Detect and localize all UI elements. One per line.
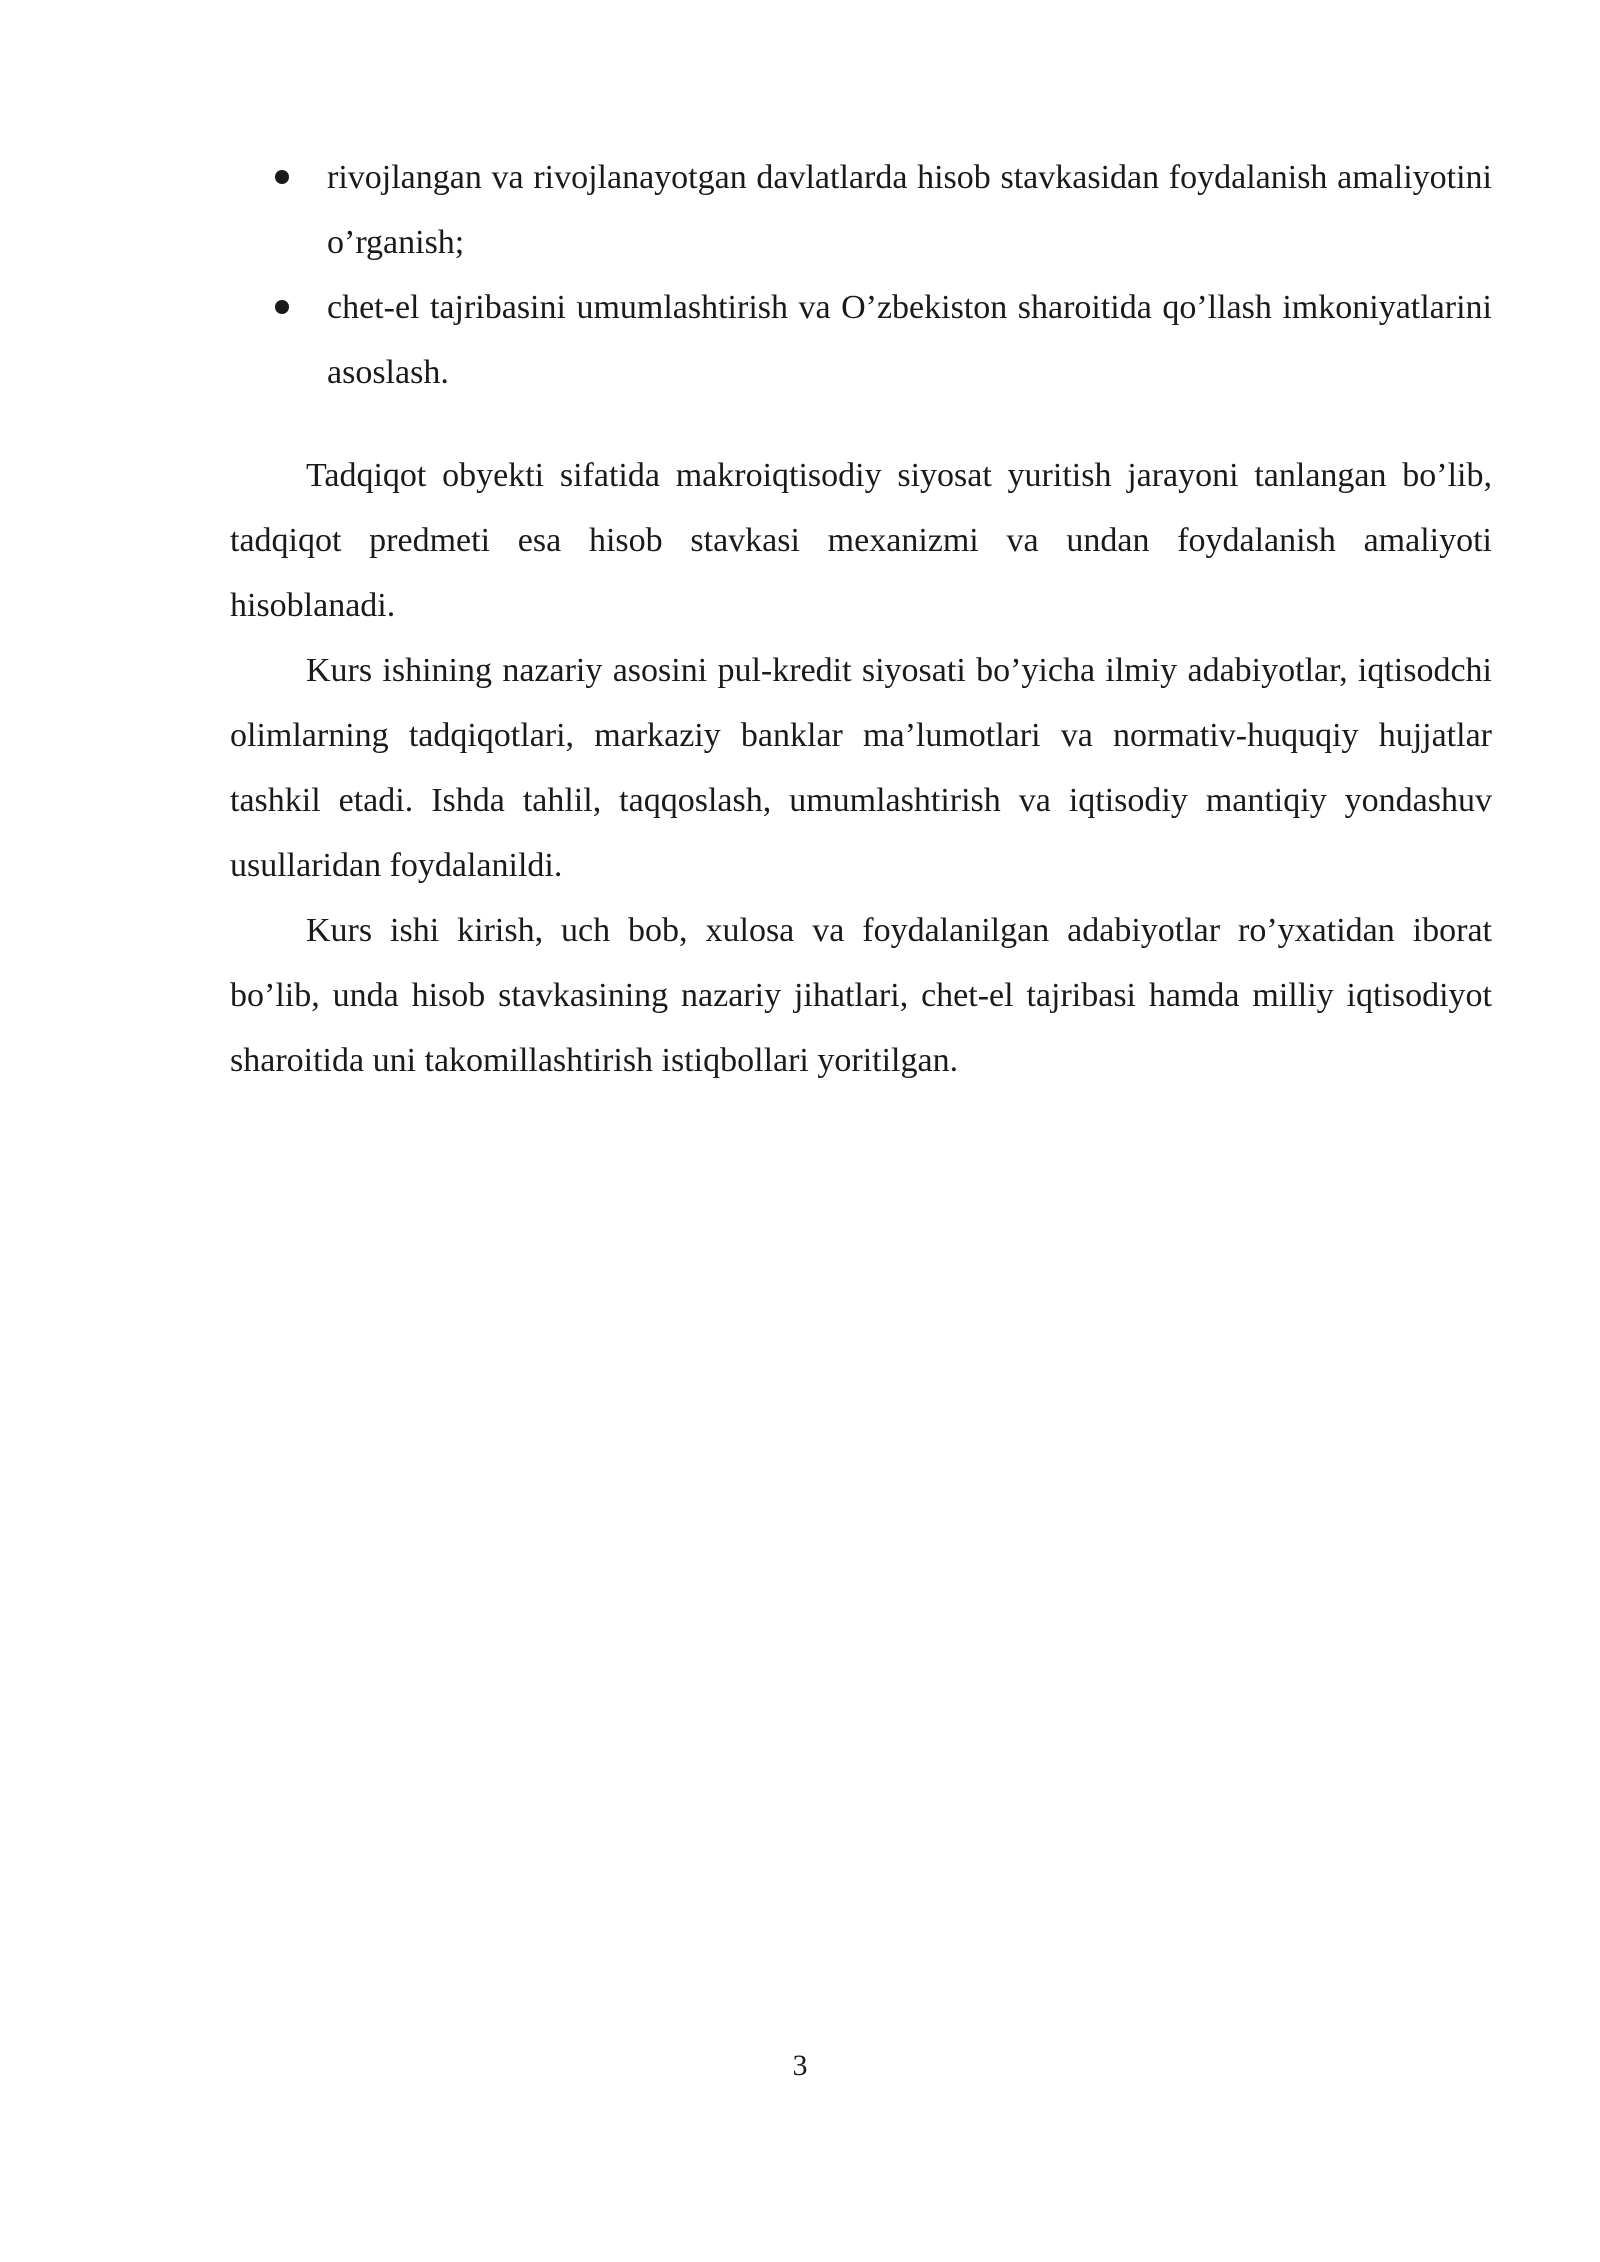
paragraph-theoretical-basis: Kurs ishining nazariy asosini pul-kredit siyosati bo’yicha ilmiy adabiyotlar, iqtisodchi olimlarning tadqiqotlari, markaziy banklar ma’lumotlari va normativ-huquqiy hujjatlar tashkil etadi. Ishda tahlil, taqqoslash, umumlashtirish va iqtisodiy mantiqiy yondashuv usullaridan foydalanildi. (230, 652, 1492, 884)
bullet-dot-icon (275, 300, 289, 314)
bullet-item (230, 145, 1492, 275)
bullet-item (230, 275, 1492, 405)
bullet-list (230, 145, 1492, 405)
page-number: 3 (792, 2049, 808, 2082)
bullet-dot-icon (275, 170, 289, 184)
paragraph-structure: Kurs ishi kirish, uch bob, xulosa va foydalanilgan adabiyotlar ro’yxatidan iborat bo’lib, unda hisob stavkasining nazariy jihatlari, chet-el tajribasi hamda milliy iqtisodiyot sharoitida uni takomillashtirish istiqbollari yoritilgan. (230, 912, 1492, 1079)
bullet-text: chet-el tajribasini umumlashtirish va O’zbekiston sharoitida qo’llash imkoniyatlarini asoslash. (327, 289, 1492, 391)
paragraph-research-object: Tadqiqot obyekti sifatida makroiqtisodiy siyosat yuritish jarayoni tanlangan bo’lib, tadqiqot predmeti esa hisob stavkasi mexanizmi va undan foydalanish amaliyoti hisoblanadi. (230, 457, 1492, 624)
page-content (230, 145, 1492, 1093)
bullet-text: rivojlangan va rivojlanayotgan davlatlarda hisob stavkasidan foydalanish amaliyotini o’rganish; (327, 159, 1492, 261)
